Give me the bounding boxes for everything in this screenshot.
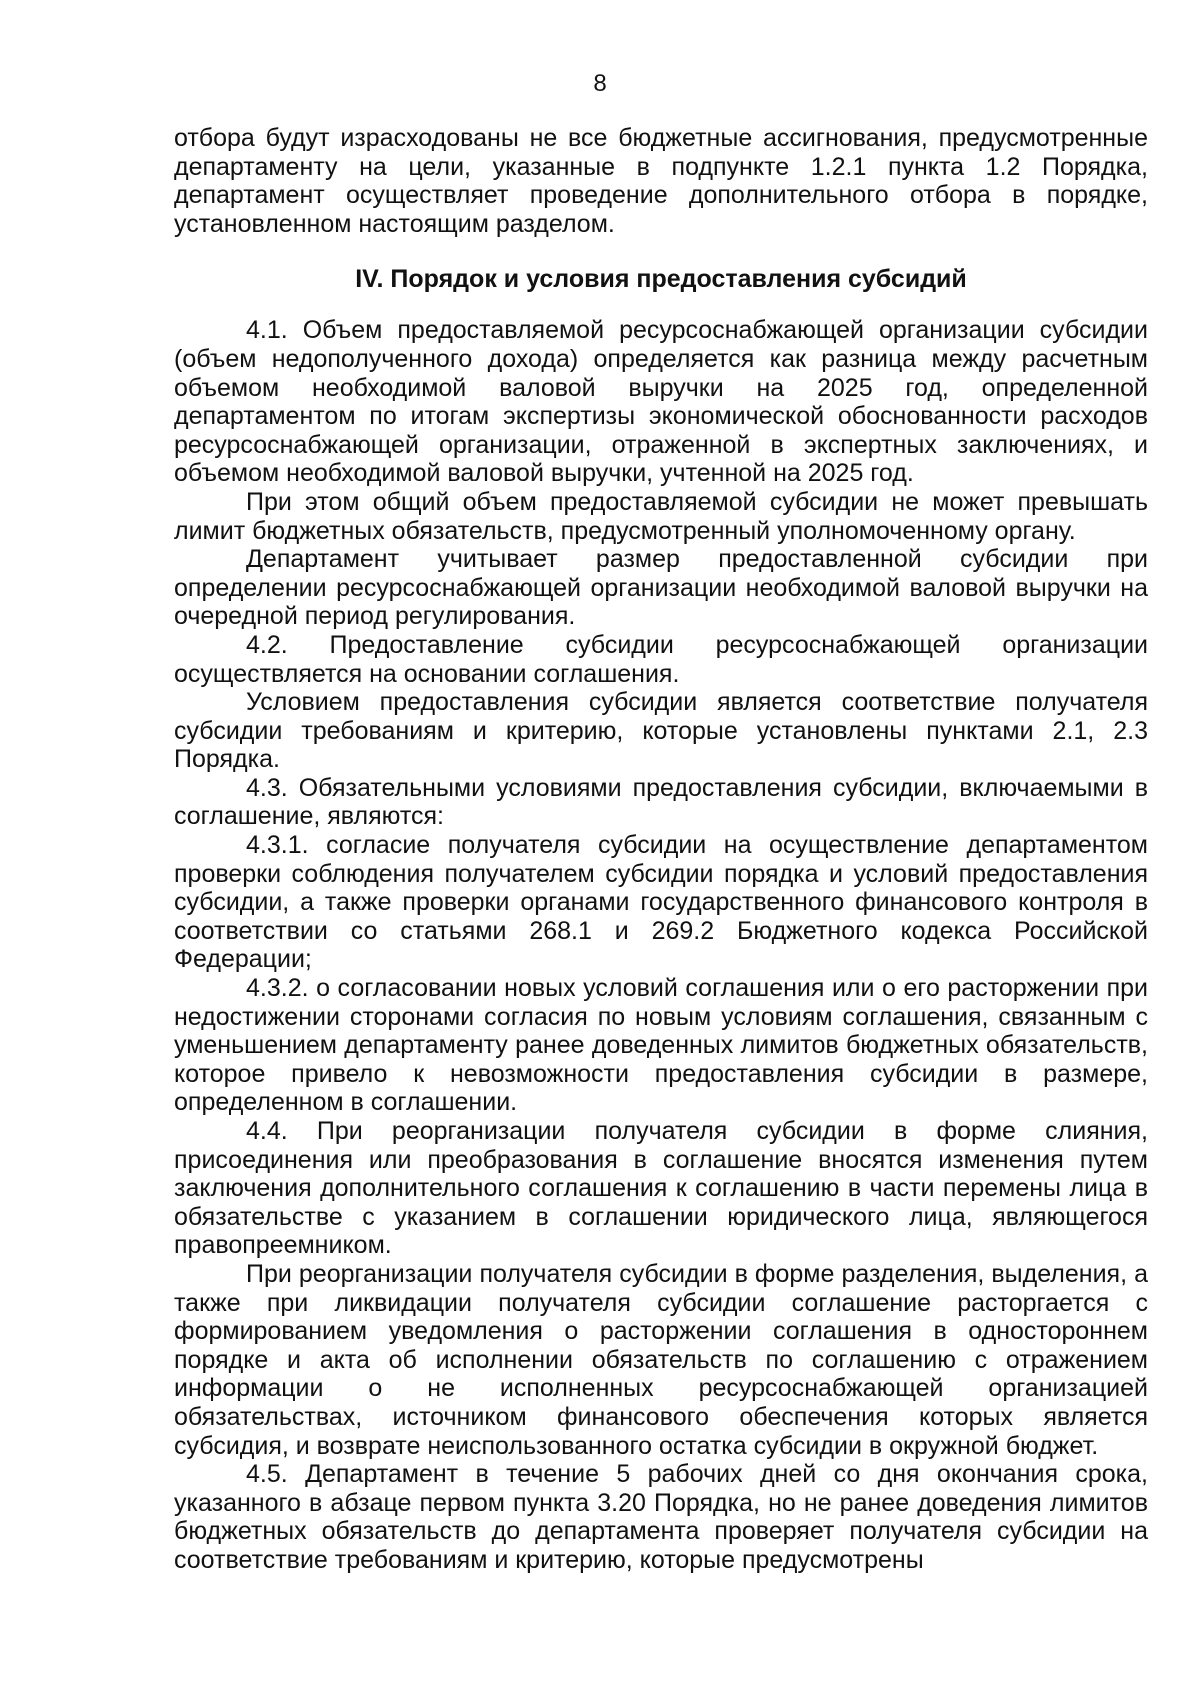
- paragraph-continuation: отбора будут израсходованы не все бюджетные ассигнования, предусмотренные департаменту на цели, указанные в подпункте 1.2.1 пункта 1.2 Порядка, департамент осуществляет проведение дополнительного отбора в порядке, установленном настоящим разделом.: [174, 124, 1148, 238]
- paragraph-4-1-limit: При этом общий объем предоставляемой субсидии не может превышать лимит бюджетных обязательств, предусмотренный уполномоченному органу.: [174, 487, 1148, 545]
- paragraph-4-1-department: Департамент учитывает размер предоставленной субсидии при определении ресурсоснабжающей организации необходимой валовой выручки на очередной период регулирования.: [174, 545, 1148, 631]
- paragraph-4-1: 4.1. Объем предоставляемой ресурсоснабжающей организации субсидии (объем недополученного дохода) определяется как разница между расчетным объемом необходимой валовой выручки на 2025 год, определенной департаментом по итогам экспертизы экономической обоснованности расходов ресурсоснабжающей организации, отраженной в экспертных заключениях, и объемом необходимой валовой выручки, учтенной на 2025 год.: [174, 316, 1148, 488]
- paragraph-4-3-1: 4.3.1. согласие получателя субсидии на осуществление департаментом проверки соблюдения получателем субсидии порядка и условий предоставления субсидии, а также проверки органами государственного финансового контроля в соответствии со статьями 268.1 и 269.2 Бюджетного кодекса Российской Федерации;: [174, 831, 1148, 974]
- paragraph-4-2: 4.2. Предоставление субсидии ресурсоснабжающей организации осуществляется на основании соглашения.: [174, 630, 1148, 688]
- paragraph-4-4: 4.4. При реорганизации получателя субсидии в форме слияния, присоединения или преобразования в соглашение вносятся изменения путем заключения дополнительного соглашения к соглашению в части перемены лица в обязательстве с указанием в соглашении юридического лица, являющегося правопреемником.: [174, 1117, 1148, 1260]
- paragraph-4-5: 4.5. Департамент в течение 5 рабочих дней со дня окончания срока, указанного в абзаце первом пункта 3.20 Порядка, но не ранее доведения лимитов бюджетных обязательств до департамента проверяет получателя субсидии на соответствие требованиям и критерию, которые предусмотрены: [174, 1460, 1148, 1574]
- paragraph-4-2-condition: Условием предоставления субсидии является соответствие получателя субсидии требованиям и критерию, которые установлены пунктами 2.1, 2.3 Порядка.: [174, 688, 1148, 774]
- paragraph-4-4-reorganization: При реорганизации получателя субсидии в форме разделения, выделения, а также при ликвидации получателя субсидии соглашение расторгается с формированием уведомления о расторжении соглашения в одностороннем порядке и акта об исполнении обязательств по соглашению с отражением информации о не исполненных ресурсоснабжающей организацией обязательствах, источником финансового обеспечения которых является субсидия, и возврате неиспользованного остатка субсидии в окружной бюджет.: [174, 1259, 1148, 1460]
- page-number: 8: [593, 70, 607, 97]
- paragraph-4-3: 4.3. Обязательными условиями предоставления субсидии, включаемыми в соглашение, являются:: [174, 773, 1148, 831]
- section-heading: IV. Порядок и условия предоставления субсидий: [355, 265, 967, 294]
- paragraph-4-3-2: 4.3.2. о согласовании новых условий соглашения или о его расторжении при недостижении сторонами согласия по новым условиям соглашения, связанным с уменьшением департаменту ранее доведенных лимитов бюджетных обязательств, которое привело к невозможности предоставления субсидии в размере, определенном в соглашении.: [174, 974, 1148, 1117]
- document-body: [174, 124, 1148, 1575]
